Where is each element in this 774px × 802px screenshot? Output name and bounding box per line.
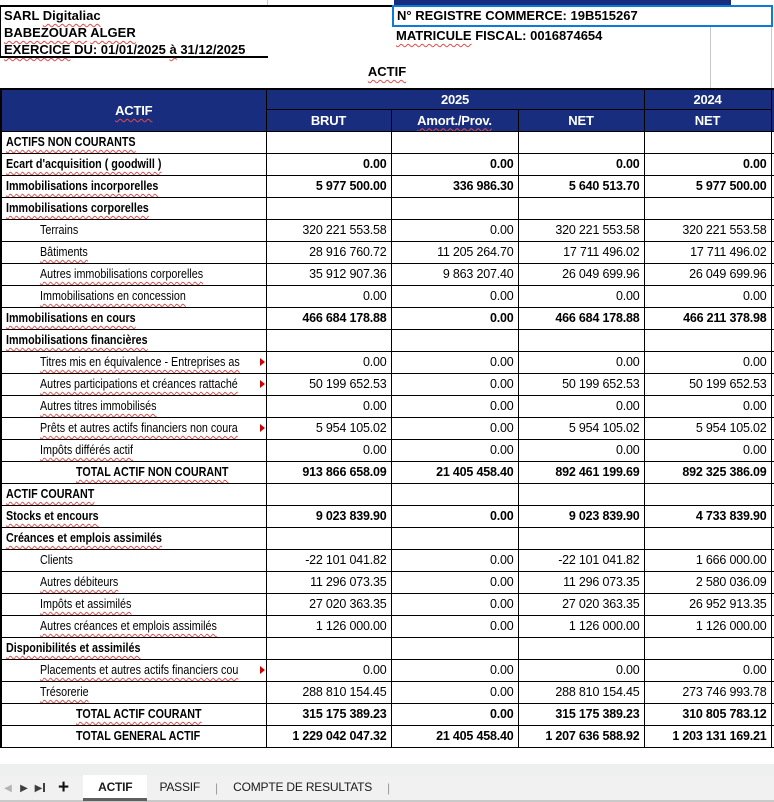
value-cell[interactable]: 0.00 xyxy=(644,659,771,681)
value-cell[interactable]: 11 296 073.35 xyxy=(518,571,644,593)
row-label: Autres créances et emplois assimilés xyxy=(40,619,217,633)
table-row xyxy=(1,593,774,615)
value-cell[interactable]: 5 977 500.00 xyxy=(644,175,771,197)
text-overflow-arrow-icon xyxy=(260,424,265,432)
value-cell[interactable]: 26 049 699.96 xyxy=(644,263,771,285)
value-cell[interactable] xyxy=(518,483,644,505)
table-row xyxy=(1,571,774,593)
value-cell[interactable]: 0.00 xyxy=(518,395,644,417)
value-cell[interactable]: 892 325 386.09 xyxy=(644,461,771,483)
row-label: Autres immobilisations corporelles xyxy=(40,267,204,281)
tab-separator: | xyxy=(215,781,219,795)
row-label: Trésorerie xyxy=(40,685,89,699)
row-label-cell[interactable] xyxy=(1,615,266,637)
row-label-cell[interactable] xyxy=(1,637,266,659)
row-label-cell[interactable] xyxy=(1,197,266,219)
value-cell[interactable] xyxy=(644,197,771,219)
row-label-cell[interactable] xyxy=(1,175,266,197)
value-cell[interactable] xyxy=(518,329,644,351)
row-label-cell[interactable] xyxy=(1,571,266,593)
text-segment: 31/12/2025 xyxy=(176,42,246,57)
value-cell[interactable] xyxy=(644,637,771,659)
text-segment: FISCAL: 0016874654 xyxy=(471,28,603,43)
row-label-cell[interactable] xyxy=(1,527,266,549)
value-cell[interactable]: 0.00 xyxy=(266,395,391,417)
value-cell[interactable]: 1 126 000.00 xyxy=(644,615,771,637)
value-cell[interactable]: 50 199 652.53 xyxy=(644,373,771,395)
table-row xyxy=(1,527,774,549)
value-cell[interactable] xyxy=(644,483,771,505)
row-label: ACTIF COURANT xyxy=(6,487,95,501)
row-label-cell[interactable] xyxy=(1,461,266,483)
last-sheet-icon[interactable] xyxy=(32,783,48,794)
sheet-title: ACTIF xyxy=(367,64,407,79)
column-header-label: Amort./Prov. xyxy=(417,112,492,128)
value-cell[interactable]: 50 199 652.53 xyxy=(266,373,391,395)
row-label: Prêts et autres actifs financiers non coura xyxy=(40,421,238,435)
row-label-cell[interactable] xyxy=(1,395,266,417)
value-cell[interactable]: 4 733 839.90 xyxy=(644,505,771,527)
header-cell-2024[interactable]: 2024 xyxy=(644,89,771,109)
value-cell[interactable]: 0.00 xyxy=(644,439,771,461)
sheet-tab-bar xyxy=(0,776,774,802)
value-cell[interactable] xyxy=(518,197,644,219)
value-cell[interactable]: 466 211 378.98 xyxy=(644,307,771,329)
value-cell[interactable]: 0.00 xyxy=(518,351,644,373)
row-label-cell[interactable] xyxy=(1,681,266,703)
row-label: Disponibilités et assimilés xyxy=(6,641,141,655)
value-cell[interactable]: 0.00 xyxy=(266,439,391,461)
value-cell[interactable] xyxy=(266,637,391,659)
value-cell[interactable] xyxy=(518,637,644,659)
table-row xyxy=(1,483,774,505)
value-cell[interactable]: 892 461 199.69 xyxy=(518,461,644,483)
value-cell[interactable] xyxy=(266,483,391,505)
value-cell[interactable] xyxy=(644,527,771,549)
text-segment: à xyxy=(169,42,177,57)
row-label: TOTAL ACTIF NON COURANT xyxy=(76,465,229,479)
table-row xyxy=(1,659,774,681)
row-label: Immobilisations corporelles xyxy=(6,201,149,215)
value-cell[interactable] xyxy=(266,329,391,351)
value-cell[interactable]: 1 229 042 047.32 xyxy=(266,725,391,747)
value-cell[interactable] xyxy=(518,527,644,549)
value-cell[interactable]: 1 126 000.00 xyxy=(266,615,391,637)
row-label-cell[interactable] xyxy=(1,307,266,329)
row-label-cell[interactable] xyxy=(1,329,266,351)
value-cell[interactable]: 28 916 760.72 xyxy=(266,241,391,263)
column-header-label: NET xyxy=(694,112,721,128)
balance-sheet-table xyxy=(0,88,774,748)
next-sheet-icon[interactable]: ▶ xyxy=(20,782,28,794)
row-label-cell[interactable] xyxy=(1,483,266,505)
row-label: Stocks et encours xyxy=(6,509,99,523)
tab-separator: | xyxy=(387,781,391,795)
value-cell[interactable]: 17 711 496.02 xyxy=(518,241,644,263)
row-label: Impôts et assimilés xyxy=(40,597,132,611)
value-cell[interactable]: -22 101 041.82 xyxy=(518,549,644,571)
value-cell[interactable] xyxy=(391,527,518,549)
row-label: Immobilisations incorporelles xyxy=(6,179,159,193)
value-cell[interactable]: 11 205 264.70 xyxy=(391,241,518,263)
row-label: ACTIFS NON COURANTS xyxy=(6,135,136,149)
table-row xyxy=(1,351,774,373)
value-cell[interactable]: 0.00 xyxy=(391,439,518,461)
table-row xyxy=(1,329,774,351)
text-segment: ALGER xyxy=(90,25,136,40)
row-label-cell[interactable] xyxy=(1,285,266,307)
value-cell[interactable]: 310 805 783.12 xyxy=(644,703,771,725)
row-label-cell[interactable] xyxy=(1,593,266,615)
row-label: Titres mis en équivalence - Entreprises as xyxy=(40,355,240,369)
value-cell[interactable]: 336 986.30 xyxy=(391,175,518,197)
value-cell[interactable]: 0.00 xyxy=(391,307,518,329)
table-row xyxy=(1,263,774,285)
value-cell[interactable]: 0.00 xyxy=(518,659,644,681)
table-area xyxy=(0,88,774,764)
value-cell[interactable] xyxy=(391,197,518,219)
value-cell[interactable]: 26 952 913.35 xyxy=(644,593,771,615)
value-cell[interactable]: 5 954 105.02 xyxy=(266,417,391,439)
value-cell[interactable]: 0.00 xyxy=(266,659,391,681)
company-info-text xyxy=(4,7,245,58)
value-cell[interactable] xyxy=(266,197,391,219)
value-cell[interactable]: 1 666 000.00 xyxy=(644,549,771,571)
value-cell[interactable]: 5 977 500.00 xyxy=(266,175,391,197)
value-cell[interactable]: 9 863 207.40 xyxy=(391,263,518,285)
row-label: Clients xyxy=(40,553,73,567)
table-row xyxy=(1,131,774,153)
value-cell[interactable]: 1 203 131 169.21 xyxy=(644,725,771,747)
row-label-cell[interactable] xyxy=(1,549,266,571)
row-label: Immobilisations en cours xyxy=(6,311,136,325)
value-cell[interactable]: 50 199 652.53 xyxy=(518,373,644,395)
value-cell[interactable]: 0.00 xyxy=(391,681,518,703)
value-cell[interactable]: 0.00 xyxy=(391,373,518,395)
value-cell[interactable]: 315 175 389.23 xyxy=(518,703,644,725)
row-label-cell[interactable] xyxy=(1,131,266,153)
text-segment: SARL xyxy=(4,8,43,23)
text-overflow-arrow-icon xyxy=(260,358,265,366)
text-segment: MATRICULE xyxy=(396,28,472,43)
column-header-amortprov[interactable] xyxy=(391,109,518,131)
value-cell[interactable]: 288 810 154.45 xyxy=(518,681,644,703)
row-label: Immobilisations en concession xyxy=(40,289,186,303)
add-sheet-icon[interactable]: + xyxy=(58,777,70,798)
value-cell[interactable]: 2 580 036.09 xyxy=(644,571,771,593)
row-label: Autres participations et créances rattaché xyxy=(40,377,238,391)
company-city xyxy=(4,24,245,41)
value-cell[interactable] xyxy=(391,131,518,153)
table-row xyxy=(1,153,774,175)
value-cell[interactable] xyxy=(644,131,771,153)
value-cell[interactable]: 913 866 658.09 xyxy=(266,461,391,483)
value-cell[interactable]: 0.00 xyxy=(391,549,518,571)
value-cell[interactable]: 17 711 496.02 xyxy=(644,241,771,263)
value-cell[interactable]: 0.00 xyxy=(391,153,518,175)
row-label: Terrains xyxy=(40,223,79,237)
value-cell[interactable]: 0.00 xyxy=(391,593,518,615)
company-name xyxy=(4,7,245,24)
value-cell[interactable]: 27 020 363.35 xyxy=(518,593,644,615)
row-label-cell[interactable] xyxy=(1,439,266,461)
value-cell[interactable]: 5 954 105.02 xyxy=(644,417,771,439)
header-cell-2025[interactable]: 2025 xyxy=(266,89,644,109)
value-cell[interactable]: 1 126 000.00 xyxy=(518,615,644,637)
value-cell[interactable]: 0.00 xyxy=(644,285,771,307)
row-label-cell[interactable] xyxy=(1,725,266,747)
value-cell[interactable] xyxy=(266,131,391,153)
value-cell[interactable]: 320 221 553.58 xyxy=(266,219,391,241)
sheet-tab-passif[interactable]: PASSIF xyxy=(159,780,201,794)
row-label: Autres débiteurs xyxy=(40,575,119,589)
value-cell[interactable]: 0.00 xyxy=(518,153,644,175)
table-row xyxy=(1,197,774,219)
value-cell[interactable]: 5 640 513.70 xyxy=(518,175,644,197)
text-overflow-arrow-icon xyxy=(260,666,265,674)
value-cell[interactable] xyxy=(644,329,771,351)
value-cell[interactable]: 0.00 xyxy=(266,285,391,307)
row-label: Créances et emplois assimilés xyxy=(6,531,162,545)
value-cell[interactable] xyxy=(391,637,518,659)
table-row xyxy=(1,307,774,329)
value-cell[interactable]: 0.00 xyxy=(391,703,518,725)
column-header-net[interactable] xyxy=(644,109,771,131)
value-cell[interactable]: 0.00 xyxy=(391,571,518,593)
row-label: TOTAL ACTIF COURANT xyxy=(76,707,202,721)
row-label-cell[interactable] xyxy=(1,505,266,527)
selected-cell-registre-commerce[interactable] xyxy=(392,5,773,27)
value-cell[interactable]: 1 207 636 588.92 xyxy=(518,725,644,747)
last-sheet-bar xyxy=(43,783,45,792)
column-header-brut[interactable] xyxy=(266,109,391,131)
value-cell[interactable]: 466 684 178.88 xyxy=(518,307,644,329)
value-cell[interactable]: 0.00 xyxy=(391,417,518,439)
table-row xyxy=(1,175,774,197)
text-overflow-arrow-icon xyxy=(260,380,265,388)
table-row xyxy=(1,395,774,417)
text-segment: DU: 01/01/2025 xyxy=(70,42,170,57)
row-label-cell[interactable] xyxy=(1,417,266,439)
value-cell[interactable]: 273 746 993.78 xyxy=(644,681,771,703)
sheet-tab-actif[interactable]: ACTIF xyxy=(83,775,147,801)
value-cell[interactable]: 0.00 xyxy=(391,219,518,241)
value-cell[interactable]: 0.00 xyxy=(266,351,391,373)
row-label: Immobilisations financières xyxy=(6,333,148,347)
matricule-fiscal-text xyxy=(396,28,602,44)
row-label-cell[interactable] xyxy=(1,153,266,175)
value-cell[interactable]: 320 221 553.58 xyxy=(644,219,771,241)
column-header-label: NET xyxy=(568,112,594,128)
value-cell[interactable] xyxy=(391,329,518,351)
table-row xyxy=(1,615,774,637)
table-body xyxy=(1,131,774,747)
sheet-tab-compte-de-resultats[interactable]: COMPTE DE RESULTATS xyxy=(233,780,373,794)
value-cell[interactable]: 0.00 xyxy=(644,153,771,175)
table-row xyxy=(1,241,774,263)
value-cell[interactable]: 315 175 389.23 xyxy=(266,703,391,725)
table-row xyxy=(1,703,774,725)
table-row xyxy=(1,505,774,527)
row-label-cell[interactable] xyxy=(1,703,266,725)
text-segment: BABEZOUAR xyxy=(4,25,88,40)
row-label-cell[interactable] xyxy=(1,241,266,263)
value-cell[interactable]: 11 296 073.35 xyxy=(266,571,391,593)
row-label: Impôts différés actif xyxy=(40,443,134,457)
row-label-cell[interactable] xyxy=(1,351,266,373)
value-cell[interactable]: 0.00 xyxy=(266,153,391,175)
value-cell[interactable]: 0.00 xyxy=(518,439,644,461)
table-row xyxy=(1,439,774,461)
row-label: TOTAL GENERAL ACTIF xyxy=(76,729,201,743)
value-cell[interactable]: 21 405 458.40 xyxy=(391,725,518,747)
text-segment: EXERCICE xyxy=(4,42,71,57)
row-label: Autres titres immobilisés xyxy=(40,399,157,413)
value-cell[interactable]: 5 954 105.02 xyxy=(518,417,644,439)
table-row xyxy=(1,219,774,241)
row-label: Bâtiments xyxy=(40,245,88,259)
value-cell[interactable]: 26 049 699.96 xyxy=(518,263,644,285)
table-row xyxy=(1,461,774,483)
prev-sheet-icon[interactable]: ◀ xyxy=(4,782,12,794)
value-cell[interactable]: 27 020 363.35 xyxy=(266,593,391,615)
value-cell[interactable]: -22 101 041.82 xyxy=(266,549,391,571)
row-label: Placements et autres actifs financiers cou xyxy=(40,663,239,677)
table-row xyxy=(1,681,774,703)
value-cell[interactable]: 0.00 xyxy=(391,395,518,417)
row-label-cell[interactable] xyxy=(1,659,266,681)
value-cell[interactable]: 0.00 xyxy=(391,615,518,637)
exercice-line xyxy=(4,41,245,58)
value-cell[interactable] xyxy=(391,483,518,505)
value-cell[interactable] xyxy=(266,527,391,549)
value-cell[interactable]: 0.00 xyxy=(391,659,518,681)
column-header-net[interactable] xyxy=(518,109,644,131)
row-label-cell[interactable] xyxy=(1,219,266,241)
registre-commerce-text: N° REGISTRE COMMERCE: 19B515267 xyxy=(397,8,638,23)
header-cell-actif[interactable]: ACTIF xyxy=(1,89,266,131)
last-sheet-triangle: ▶ xyxy=(34,782,43,794)
value-cell[interactable]: 0.00 xyxy=(644,351,771,373)
value-cell[interactable]: 0.00 xyxy=(391,351,518,373)
table-row xyxy=(1,725,774,747)
value-cell[interactable]: 9 023 839.90 xyxy=(518,505,644,527)
row-label-cell[interactable] xyxy=(1,263,266,285)
value-cell[interactable]: 288 810 154.45 xyxy=(266,681,391,703)
table-row xyxy=(1,285,774,307)
value-cell[interactable]: 9 023 839.90 xyxy=(266,505,391,527)
table-row xyxy=(1,417,774,439)
column-header-label: BRUT xyxy=(310,112,347,128)
table-row xyxy=(1,637,774,659)
text-segment: Digitaliac xyxy=(42,8,101,23)
table-row xyxy=(1,373,774,395)
value-cell[interactable]: 0.00 xyxy=(518,285,644,307)
sheet-tabs xyxy=(83,775,393,801)
row-label: Ecart d'acquisition ( goodwill ) xyxy=(6,157,162,171)
value-cell[interactable] xyxy=(518,131,644,153)
value-cell[interactable]: 21 405 458.40 xyxy=(391,461,518,483)
row-label-cell[interactable] xyxy=(1,373,266,395)
value-cell[interactable]: 466 684 178.88 xyxy=(266,307,391,329)
value-cell[interactable]: 0.00 xyxy=(391,505,518,527)
table-row xyxy=(1,549,774,571)
value-cell[interactable]: 0.00 xyxy=(391,285,518,307)
value-cell[interactable]: 0.00 xyxy=(644,395,771,417)
value-cell[interactable]: 35 912 907.36 xyxy=(266,263,391,285)
value-cell[interactable]: 320 221 553.58 xyxy=(518,219,644,241)
